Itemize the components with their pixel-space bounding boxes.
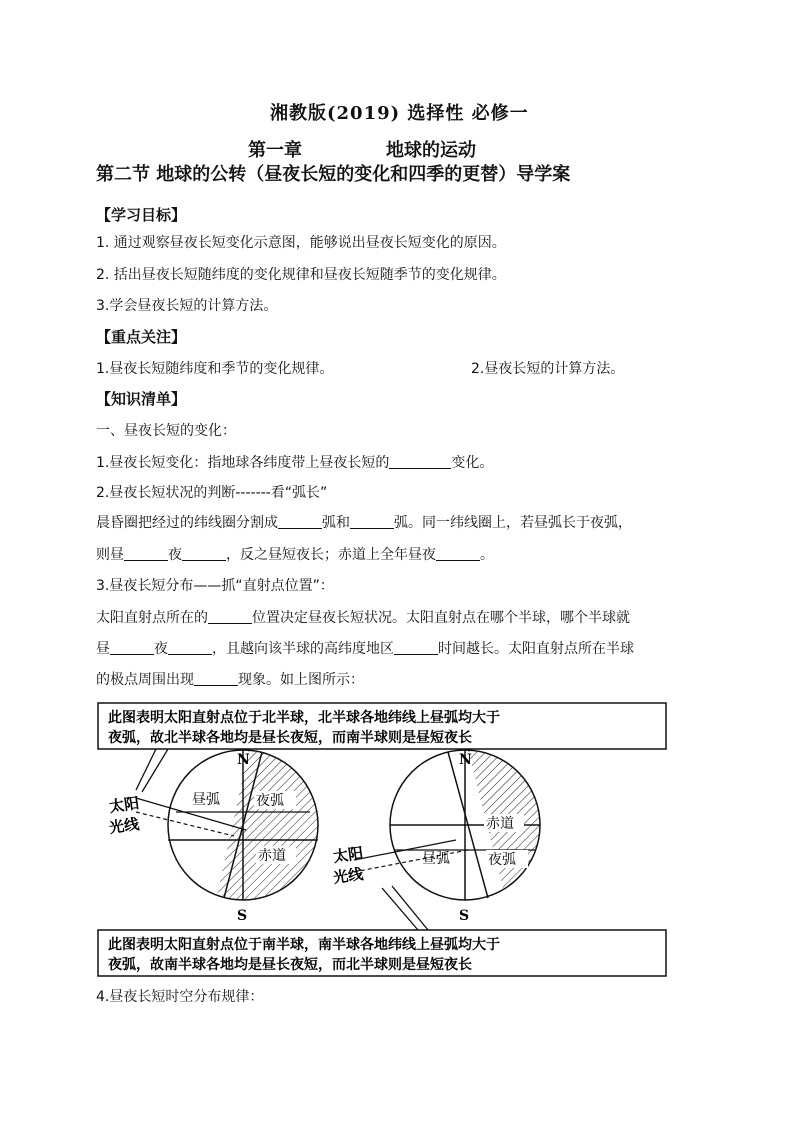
left-sunlight-label-2: 光线	[108, 814, 141, 837]
knowledge-heading: 【知识清单】	[96, 390, 187, 408]
fill-blank[interactable]	[389, 454, 451, 469]
knowledge-para-3-line-3: 的极点周围出现 现象。如上图所示：	[96, 672, 364, 688]
objective-item-2: 2. 括出昼夜长短随纬度的变化规律和昼夜长短随季节的变化规律。	[96, 267, 506, 283]
fill-blank[interactable]	[436, 546, 480, 561]
fill-blank[interactable]	[110, 640, 154, 655]
caption-bottom-line-1: 此图表明太阳直射点位于南半球，南半球各地纬线上昼弧均大于	[108, 937, 500, 953]
day-night-arc-diagram	[96, 700, 676, 980]
fill-blank[interactable]	[194, 671, 238, 686]
right-north-label: N	[459, 752, 472, 768]
right-night-arc-label: 夜弧	[488, 852, 516, 868]
caption-bottom-line-2: 夜弧，故南半球各地均是昼长夜短，而北半球则是昼短夜长	[108, 957, 472, 973]
right-equator-label: 赤道	[486, 816, 514, 832]
fill-blank[interactable]	[182, 546, 226, 561]
focus-heading: 【重点关注】	[96, 328, 187, 346]
right-south-label: S	[459, 908, 470, 924]
left-north-label: N	[237, 752, 250, 768]
knowledge-subheading: 一、昼夜长短的变化：	[96, 423, 236, 439]
left-day-arc-label: 昼弧	[192, 792, 220, 808]
fill-blank[interactable]	[168, 640, 212, 655]
chapter-heading	[248, 136, 476, 162]
knowledge-para-3-line-1: 太阳直射点所在的 位置决定昼夜长短状况。太阳直射点在哪个半球，哪个半球就	[96, 610, 630, 626]
left-sunlight-label-1: 太阳	[108, 793, 141, 816]
knowledge-para-2-line-2: 则昼 夜 ，反之昼短夜长；赤道上全年昼夜 。	[96, 547, 494, 563]
caption-top-line-1: 此图表明太阳直射点位于北半球，北半球各地纬线上昼弧均大于	[108, 710, 500, 726]
fill-blank[interactable]	[350, 514, 394, 529]
knowledge-para-2-title: 2.昼夜长短状况的判断-------看“弧长”	[96, 485, 328, 501]
objectives-heading: 【学习目标】	[96, 206, 187, 224]
objective-item-3: 3.学会昼夜长短的计算方法。	[96, 298, 278, 314]
left-south-label: S	[237, 908, 248, 924]
focus-item-2: 2.昼夜长短的计算方法。	[471, 361, 625, 377]
right-day-arc-label: 昼弧	[422, 851, 450, 867]
knowledge-para-3-title: 3.昼夜长短分布——抓“直射点位置”：	[96, 578, 334, 594]
knowledge-para-4-title: 4.昼夜长短时空分布规律：	[96, 989, 264, 1005]
left-globe	[108, 740, 336, 924]
right-globe	[332, 740, 556, 924]
left-equator-label: 赤道	[258, 848, 286, 864]
chapter-title: 地球的运动	[386, 140, 476, 161]
caption-top-line-2: 夜弧，故北半球各地均是昼长夜短，而南半球则是昼短夜长	[108, 730, 472, 746]
knowledge-para-1: 1.昼夜长短变化：指地球各纬度带上昼夜长短的 变化。	[96, 455, 494, 471]
fill-blank[interactable]	[124, 546, 168, 561]
lesson-title: 第二节 地球的公转（昼夜长短的变化和四季的更替）导学案	[96, 164, 571, 185]
left-night-arc-label: 夜弧	[256, 793, 284, 809]
header-edition: 湘教版(2019) 选择性 必修一	[270, 103, 529, 124]
right-sunlight-label-1: 太阳	[332, 843, 365, 866]
chapter-number: 第一章	[248, 140, 302, 161]
knowledge-para-2-line-1: 晨昏圈把经过的纬线圈分割成 弧和 弧。同一纬线圈上，若昼弧长于夜弧，	[96, 515, 632, 531]
fill-blank[interactable]	[278, 514, 322, 529]
focus-item-1: 1.昼夜长短随纬度和季节的变化规律。	[96, 361, 334, 377]
right-sunlight-label-2: 光线	[332, 864, 365, 887]
fill-blank[interactable]	[208, 609, 252, 624]
fill-blank[interactable]	[394, 640, 438, 655]
knowledge-para-3-line-2: 昼 夜 ，且越向该半球的高纬度地区 时间越长。太阳直射点所在半球	[96, 641, 634, 657]
objective-item-1: 1. 通过观察昼夜长短变化示意图，能够说出昼夜长短变化的原因。	[96, 235, 506, 251]
